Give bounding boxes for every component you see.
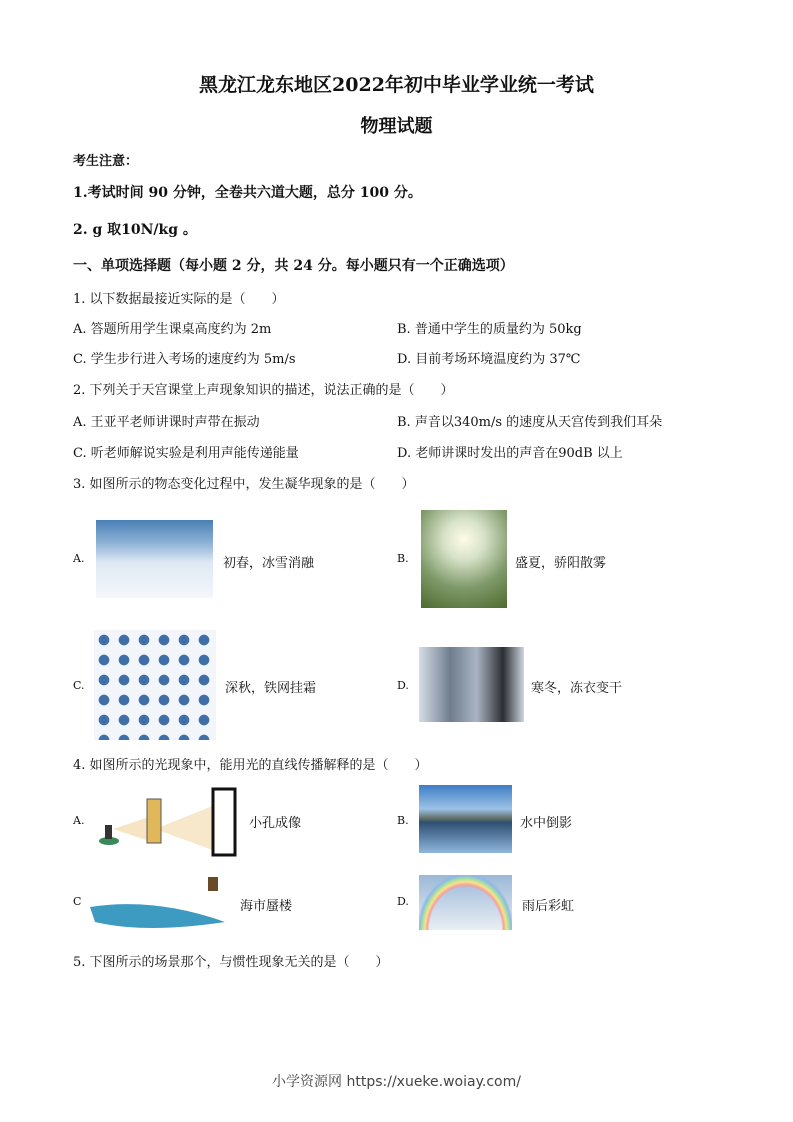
option-letter: C.	[73, 679, 85, 692]
option-d: D. 目前考场环境温度约为 37℃	[397, 352, 581, 367]
option-letter: B.	[397, 552, 409, 565]
option-caption: 小孔成像	[249, 816, 302, 831]
water-reflection-image	[419, 785, 512, 853]
option-caption: 初春，冰雪消融	[223, 556, 315, 571]
option-c: C. 听老师解说实验是利用声能传递能量	[73, 446, 299, 461]
question-stem: 5. 下图所示的场景那个，与惯性现象无关的是（ ）	[73, 955, 389, 970]
question-stem: 4. 如图所示的光现象中，能用光的直线传播解释的是（ ）	[73, 758, 428, 773]
option-letter: D.	[397, 679, 409, 692]
exam-subtitle: 物理试题	[360, 116, 433, 137]
question-stem: 2. 下列关于天宫课堂上声现象知识的描述，说法正确的是（ ）	[73, 383, 454, 398]
option-a: A. 王亚平老师讲课时声带在振动	[73, 415, 260, 430]
pinhole-camera-diagram	[95, 785, 240, 857]
option-caption: 盛夏，骄阳散雾	[515, 556, 607, 571]
option-caption: 海市蜃楼	[240, 899, 293, 914]
option-letter: D.	[397, 895, 409, 908]
option-b: B. 普通中学生的质量约为 50kg	[397, 322, 582, 337]
option-c: C. 学生步行进入考场的速度约为 5m/s	[73, 352, 296, 367]
frozen-clothes-image	[419, 647, 524, 722]
section-heading: 一、单项选择题（每小题 2 分，共 24 分。每小题只有一个正确选项）	[73, 258, 514, 274]
option-d: D. 老师讲课时发出的声音在90dB 以上	[397, 446, 623, 461]
question-stem: 1. 以下数据最接近实际的是（ ）	[73, 292, 285, 307]
option-b: B. 声音以340m/s 的速度从天宫传到我们耳朵	[397, 415, 663, 430]
mirage-image	[85, 872, 230, 932]
option-letter: B.	[397, 814, 409, 827]
question-stem: 3. 如图所示的物态变化过程中，发生凝华现象的是（ ）	[73, 477, 415, 492]
option-a: A. 答题所用学生课桌高度约为 2m	[73, 322, 272, 337]
option-caption: 水中倒影	[520, 816, 573, 831]
notice-item: 2. g 取10N/kg 。	[73, 222, 197, 238]
option-caption: 寒冬，冻衣变干	[531, 681, 623, 696]
notice-heading: 考生注意：	[73, 154, 139, 169]
sunny-fog-image	[421, 510, 507, 608]
option-letter: A.	[73, 814, 85, 827]
option-caption: 雨后彩虹	[522, 899, 575, 914]
option-caption: 深秋，铁网挂霜	[225, 681, 317, 696]
option-letter: A.	[73, 552, 85, 565]
frost-wire-mesh-image	[94, 630, 216, 740]
ice-melting-image	[96, 520, 213, 598]
exam-title: 黑龙江龙东地区2022年初中毕业学业统一考试	[199, 74, 594, 96]
notice-item: 1.考试时间 90 分钟，全卷共六道大题，总分 100 分。	[73, 185, 422, 201]
page-footer: 小学资源网 https://xueke.woiay.com/	[272, 1074, 521, 1090]
rainbow-image	[419, 875, 512, 930]
option-letter: C	[73, 895, 82, 908]
